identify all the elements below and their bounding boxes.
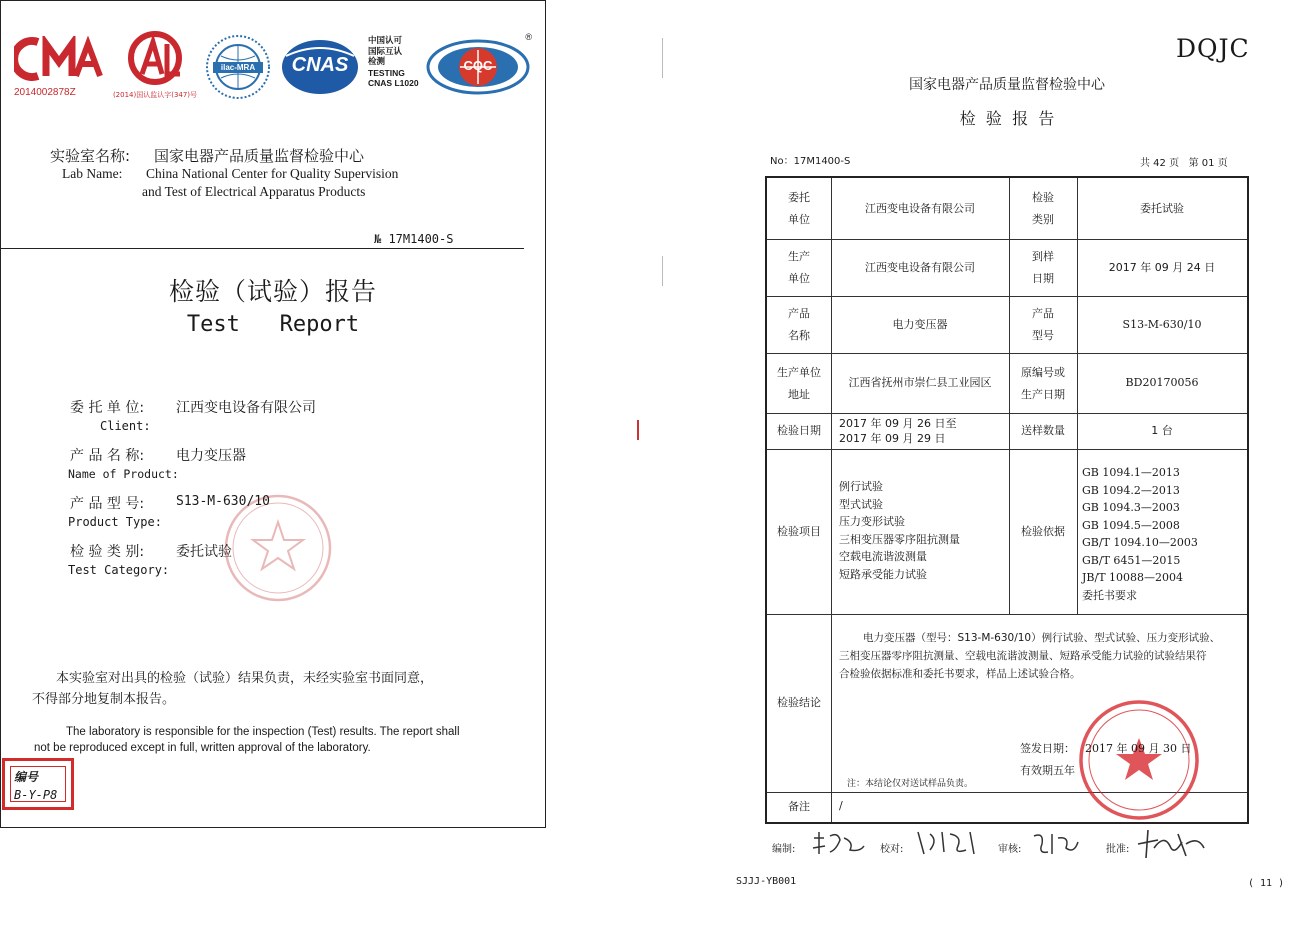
basis-label: 检验依据 — [1021, 524, 1065, 538]
lab-name-en-line2: and Test of Electrical Apparatus Products — [142, 184, 366, 199]
cqc-logo — [424, 32, 532, 98]
label-part: 生产单位 — [777, 366, 821, 379]
corner-code: DQJC — [1176, 34, 1250, 63]
label-part: 单位 — [788, 272, 810, 285]
label-part: 类别 — [1032, 213, 1054, 226]
test-date-end: 2017 年 09 月 29 日 — [839, 432, 946, 445]
validity: 有效期五年 — [1020, 764, 1075, 777]
label-part: 单位 — [788, 213, 810, 226]
ilac-mra-logo — [205, 34, 271, 100]
test-item: 三相变压器零序阻抗测量 — [839, 532, 960, 546]
sig-checker-label: 校对: — [880, 844, 904, 855]
label-part: 地址 — [788, 388, 810, 401]
label-part: 检验 — [1032, 191, 1054, 204]
label-part: 生产日期 — [1021, 388, 1065, 401]
scan-mark — [662, 256, 663, 286]
label-part: 名称 — [788, 329, 810, 342]
report-number: № 17M1400-S — [374, 232, 454, 246]
cnas-line: CNAS L1020 — [368, 78, 419, 88]
statement-cn-line2: 不得部分地复制本报告。 — [32, 692, 176, 707]
form-code: SJJJ-YB001 — [736, 876, 797, 887]
report-pages: 共 42 页 第 01 页 — [1140, 158, 1228, 169]
cma-logo — [14, 36, 104, 98]
label-part: 产品 — [1032, 307, 1054, 320]
serial-value: BD20170056 — [1125, 376, 1199, 389]
basis-item: JB/T 10088—2004 — [1082, 571, 1184, 584]
field-category-label: 检 验 类 别: — [70, 544, 145, 560]
number-rule — [0, 248, 524, 249]
product-label — [767, 299, 831, 351]
page-marker: ( 11 ) — [1248, 878, 1285, 889]
remark-label: 备注 — [788, 800, 810, 813]
test-date-label: 检验日期 — [777, 424, 821, 437]
report-header-org: 国家电器产品质量监督检验中心 — [909, 77, 1105, 93]
field-type-label-en: Product Type: — [68, 515, 162, 529]
field-product-label: 产 品 名 称: — [70, 448, 145, 464]
official-seal — [1077, 698, 1201, 822]
basis-list — [1077, 464, 1247, 604]
test-item: 空载电流谐波测量 — [839, 550, 927, 563]
test-item: 短路承受能力试验 — [839, 567, 927, 581]
remark-value: / — [839, 799, 843, 812]
lab-name-cn: 国家电器产品质量监督检验中心 — [154, 147, 365, 165]
ilac-text: ilac-MRA — [220, 63, 256, 72]
issue-date-value: 2017 年 09 月 30 日 — [1085, 742, 1192, 755]
address-value: 江西省抚州市崇仁县工业园区 — [848, 376, 992, 389]
model-label — [1009, 299, 1077, 351]
conclusion-line2: 三相变压器零序阻抗测量、空载电流谐波测量、短路承受能力试验的试验结果符 — [839, 650, 1207, 662]
basis-item: GB 1094.1—2013 — [1082, 466, 1180, 479]
field-type-label: 产 品 型 号: — [70, 496, 145, 512]
field-type-value: S13-M-630/10 — [176, 494, 270, 509]
field-product-value: 电力变压器 — [176, 448, 246, 464]
statement-cn-line1: 本实验室对出具的检验（试验）结果负责，未经实验室书面同意， — [56, 671, 434, 686]
report-header-title: 检 验 报 告 — [959, 109, 1055, 128]
test-date-value — [831, 413, 1009, 449]
cnas-line: 国际互认 — [368, 46, 403, 57]
field-category-label-en: Test Category: — [68, 563, 170, 577]
label-part: 日期 — [1032, 272, 1054, 285]
cqc-text: CQC — [463, 58, 493, 73]
report-table — [765, 176, 1249, 824]
cnas-line: 中国认可 — [368, 36, 403, 46]
qty-label: 送样数量 — [1021, 424, 1065, 437]
basis-item: GB 1094.2—2013 — [1082, 483, 1180, 497]
title-en: Test Report — [186, 312, 360, 337]
issue-date-label: 签发日期： — [1020, 742, 1075, 755]
basis-item: GB 1094.5—2008 — [1082, 518, 1180, 532]
field-client-label: 委 托 单 位: — [70, 400, 145, 416]
label-part: 生产 — [788, 250, 810, 263]
field-client-value: 江西变电设备有限公司 — [176, 400, 316, 416]
test-item: 例行试验 — [839, 480, 883, 493]
conclusion-line1: 电力变压器（型号：S13-M-630/10）例行试验、型式试验、压力变形试验、 — [863, 632, 1221, 644]
basis-item: GB/T 1094.10—2003 — [1082, 536, 1198, 549]
registered-mark: ® — [525, 32, 532, 42]
scan-mark — [662, 38, 663, 78]
producer-value: 江西变电设备有限公司 — [865, 260, 975, 274]
sig-editor-label: 编制: — [772, 844, 796, 855]
cover-page — [0, 0, 546, 828]
conclusion-note: 注：本结论仅对送试样品负责。 — [847, 779, 974, 789]
test-item: 压力变形试验 — [839, 515, 905, 528]
basis-item: GB/T 6451—2015 — [1082, 553, 1181, 567]
sig-editor-handwriting — [810, 828, 866, 858]
conclusion-label: 检验结论 — [777, 696, 821, 709]
basis-item: GB 1094.3—2003 — [1082, 501, 1180, 514]
lab-name-label-en: Lab Name: — [62, 166, 123, 181]
serial-label — [1009, 357, 1077, 411]
address-label — [767, 357, 831, 411]
field-client-label-en: Client: — [100, 419, 151, 433]
row-rule — [767, 614, 1247, 615]
client-value: 江西变电设备有限公司 — [865, 201, 975, 215]
sig-reviewer-handwriting — [1030, 828, 1080, 858]
items-list — [831, 478, 1009, 588]
cnas-side-text — [368, 36, 419, 89]
cnas-logo — [280, 38, 360, 96]
arrival-label — [1009, 242, 1077, 294]
title-cn: 检验（试验）报告 — [168, 277, 377, 306]
serial-stamp-line2: B-Y-P8 — [14, 788, 58, 802]
lab-name-en-line1: China National Center for Quality Supervision — [146, 166, 399, 181]
statement-en-line1: The laboratory is responsible for the inspection (Test) results. The report shall — [66, 726, 460, 738]
model-value: S13-M-630/10 — [1122, 317, 1202, 331]
sig-approver-label: 批准: — [1106, 844, 1130, 855]
arrival-value: 2017 年 09 月 24 日 — [1108, 260, 1216, 274]
product-value: 电力变压器 — [892, 317, 948, 331]
label-part: 委托 — [788, 191, 810, 204]
test-date-start: 2017 年 09 月 26 日至 — [839, 417, 957, 430]
label-part: 原编号或 — [1021, 366, 1065, 379]
row-rule — [767, 449, 1247, 450]
cma-number: 2014002878Z — [14, 87, 76, 98]
producer-label — [767, 242, 831, 294]
field-product-label-en: Name of Product: — [68, 467, 179, 481]
scan-mark — [637, 420, 639, 440]
test-item: 型式试验 — [839, 497, 883, 511]
cnas-line: 检测 — [368, 57, 386, 67]
client-label — [767, 182, 831, 236]
serial-stamp — [2, 758, 74, 810]
qty-value: 1 台 — [1151, 424, 1173, 437]
category-value: 委托试验 — [1140, 201, 1184, 215]
serial-stamp-line1: 编号 — [14, 770, 39, 784]
category-label — [1009, 182, 1077, 236]
label-part: 到样 — [1032, 250, 1054, 263]
label-part: 型号 — [1032, 329, 1054, 342]
cal-number: (2014)国认监认字(347)号 — [112, 91, 198, 99]
sig-approver-handwriting — [1134, 826, 1208, 862]
label-part: 产品 — [788, 307, 810, 320]
cnas-line: TESTING — [368, 67, 405, 78]
cal-logo — [112, 30, 198, 100]
items-label: 检验项目 — [777, 524, 821, 538]
lab-name-label-cn: 实验室名称: — [50, 147, 131, 165]
report-number: No：17M1400-S — [770, 156, 851, 167]
conclusion-line3: 合检验依据标准和委托书要求，样品上述试验合格。 — [839, 668, 1081, 680]
basis-item: 委托书要求 — [1082, 588, 1137, 602]
statement-en-line2: not be reproduced except in full, written approval of the laboratory. — [34, 742, 371, 754]
cnas-text: CNAS — [291, 54, 349, 76]
sig-reviewer-label: 审核: — [998, 844, 1022, 855]
field-category-value: 委托试验 — [176, 544, 232, 560]
sig-checker-handwriting — [914, 826, 980, 860]
